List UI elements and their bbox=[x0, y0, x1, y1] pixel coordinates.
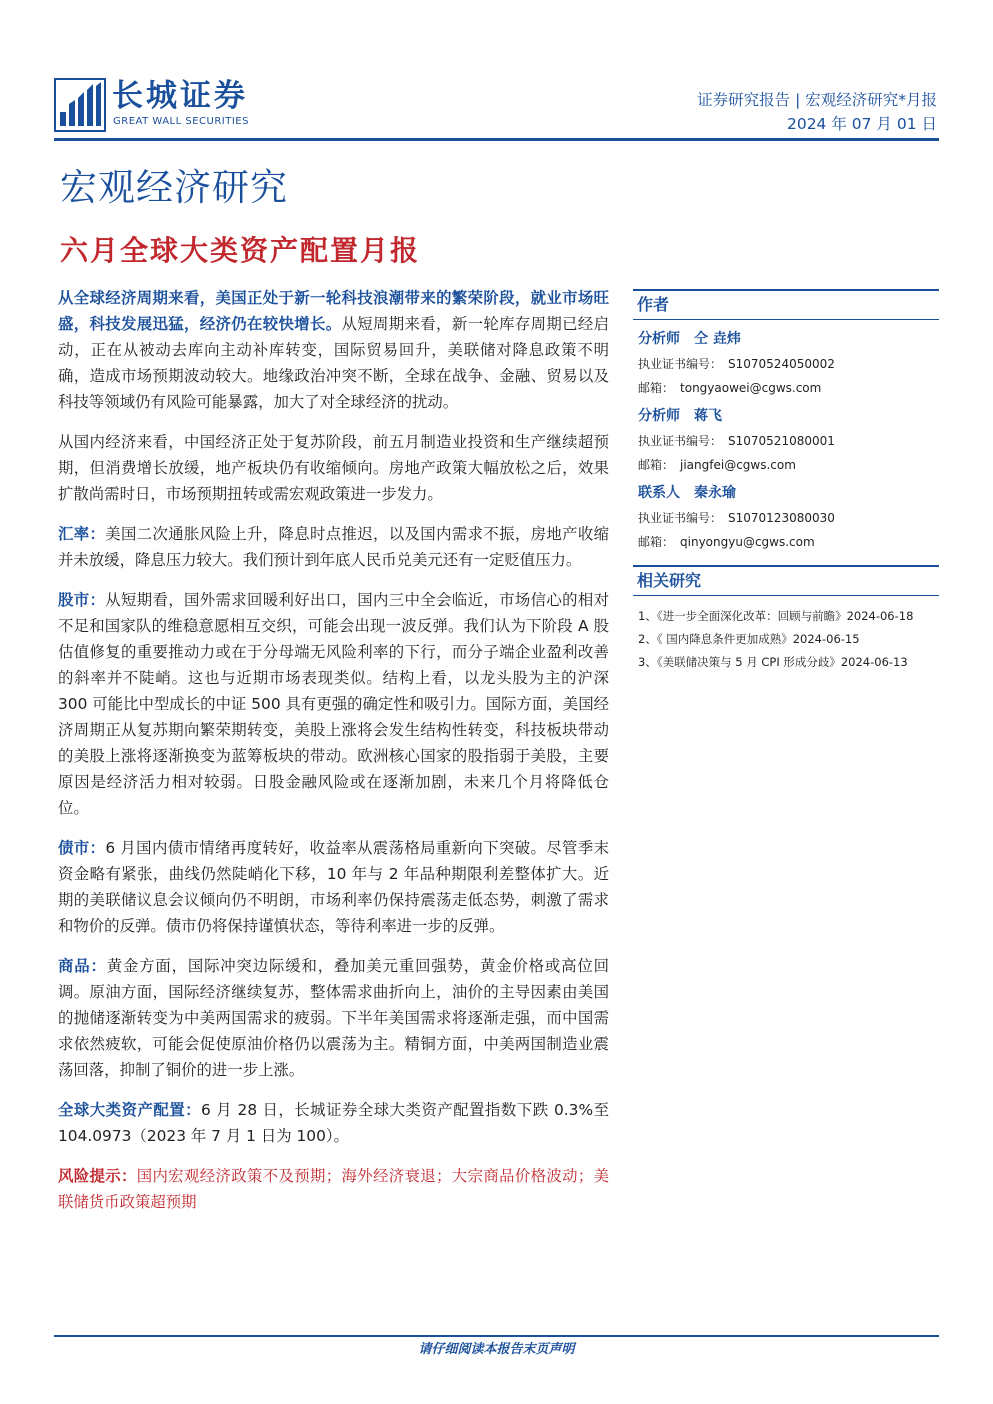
global-summary-bold: 从全球经济周期来看，美国正处于新一轮科技浪潮带来的繁荣阶段，就业市场旺盛，科技发展迅猛，经济仍在较快增长。 bbox=[58, 289, 609, 333]
paragraph-commodity bbox=[58, 953, 609, 1083]
analyst-role: 分析师 bbox=[638, 408, 680, 424]
analyst-name-row bbox=[638, 329, 939, 349]
section-title: 宏观经济研究 bbox=[60, 166, 288, 209]
related-item[interactable]: 2、《 国内降息条件更加成熟》2024-06-15 bbox=[638, 632, 860, 646]
paragraph-fx bbox=[58, 521, 609, 573]
related-heading: 相关研究 bbox=[633, 565, 939, 596]
cert-label: 执业证书编号： bbox=[638, 434, 723, 448]
authors-heading: 作者 bbox=[633, 289, 939, 320]
analyst-email-row bbox=[638, 379, 939, 397]
analyst-cert-row bbox=[638, 355, 939, 373]
paragraph-equity bbox=[58, 587, 609, 821]
email-link[interactable]: qinyongyu@cgws.com bbox=[680, 535, 815, 549]
email-label: 邮箱： bbox=[638, 458, 675, 472]
email-label: 邮箱： bbox=[638, 381, 675, 395]
bond-label: 债市： bbox=[58, 839, 106, 857]
related-item[interactable]: 1、《进一步全面深化改革：回顾与前瞻》2024-06-18 bbox=[638, 609, 914, 623]
allocation-label: 全球大类资产配置： bbox=[58, 1101, 202, 1119]
cert-number: S1070524050002 bbox=[728, 357, 835, 371]
analyst-cert-row bbox=[638, 509, 939, 527]
bond-text: 6 月国内债市情绪再度转好，收益率从震荡格局重新向下突破。尽管季末资金略有紧张，曲线仍然陡峭化下移，10 年与 2 年品种期限利差整体扩大。近期的美联储议息会议倾向仍不明朗，市场利率仍保持震荡走低态势，刺激了需求和物价的反弹。债市仍将保持谨慎状态，等待利率进一步的反弹。 bbox=[58, 839, 609, 935]
paragraph-bond bbox=[58, 835, 609, 939]
analyst-card bbox=[633, 406, 939, 474]
logo-text-cn: 长城证券 bbox=[112, 78, 248, 114]
cert-number: S1070123080030 bbox=[728, 511, 835, 525]
analyst-name-row bbox=[638, 483, 939, 503]
analyst-email-row bbox=[638, 456, 939, 474]
footer-divider bbox=[54, 1335, 939, 1337]
commodity-text: 黄金方面，国际冲突边际缓和，叠加美元重回强势，黄金价格或高位回调。原油方面，国际经济继续复苏，整体需求曲折向上，油价的主导因素由美国的抛储逐渐转变为中美两国需求的疲弱。下半年美国需求将逐渐走强，而中国需求依然疲软，可能会促使原油价格仍以震荡为主。精铜方面，中美两国制造业震荡回落，抑制了铜价的进一步上涨。 bbox=[58, 957, 609, 1079]
analyst-role: 联系人 bbox=[638, 485, 680, 501]
analyst-role: 分析师 bbox=[638, 331, 680, 347]
analyst-email-row bbox=[638, 533, 939, 551]
analyst-card bbox=[633, 329, 939, 397]
main-content bbox=[58, 285, 609, 1229]
risk-text: 国内宏观经济政策不及预期；海外经济衰退；大宗商品价格波动；美联储货币政策超预期 bbox=[58, 1167, 609, 1211]
allocation-text: 6 月 28 日，长城证券全球大类资产配置指数下跌 0.3%至 104.0973（2023 年 7 月 1 日为 100）。 bbox=[58, 1101, 609, 1145]
paragraph-allocation bbox=[58, 1097, 609, 1149]
analyst-name: 蒋飞 bbox=[694, 408, 722, 424]
paragraph-domestic: 从国内经济来看，中国经济正处于复苏阶段，前五月制造业投资和生产继续超预期，但消费增长放缓，地产板块仍有收缩倾向。房地产政策大幅放松之后，效果扩散尚需时日，市场预期扭转或需宏观政策进一步发力。 bbox=[58, 433, 609, 503]
analyst-cert-row bbox=[638, 432, 939, 450]
related-list bbox=[633, 606, 939, 672]
logo-text-en: GREAT WALL SECURITIES bbox=[113, 116, 249, 127]
commodity-label: 商品： bbox=[58, 957, 107, 975]
footer-disclaimer: 请仔细阅读本报告末页声明 bbox=[418, 1342, 575, 1357]
global-summary-text: 从短周期来看，新一轮库存周期已经启动，正在从被动去库向主动补库转变，国际贸易回升，美联储对降息政策不明确，造成市场预期波动较大。地缘政治冲突不断，全球在战争、金融、贸易以及科技等领域仍有风险可能暴露，加大了对全球经济的扰动。 bbox=[58, 315, 609, 411]
report-date: 2024 年 07 月 01 日 bbox=[786, 115, 937, 133]
email-link[interactable]: tongyaowei@cgws.com bbox=[680, 381, 822, 395]
cert-label: 执业证书编号： bbox=[638, 357, 723, 371]
analyst-name: 秦永瑜 bbox=[694, 485, 736, 501]
cert-number: S1070521080001 bbox=[728, 434, 835, 448]
equity-text: 从短期看，国外需求回暖利好出口，国内三中全会临近，市场信心的相对不足和国家队的维稳意愿相互交织，可能会出现一波反弹。我们认为下阶段 A 股估值修复的重要推动力或在于分母端无风险利率的下行，而分子端企业盈利改善的斜率并不陡峭。这也与近期市场表现类似。结构上看，以龙头股为主的沪深 300 可能比中型成长的中证 500 具有更强的确定性和吸引力。国际方面，美国经济周期正从复苏期向繁荣期转变，美股上涨将会发生结构性转变，科技板块带动的美股上涨将逐渐换变为蓝筹板块的带动。欧洲核心国家的股指弱于美股，主要原因是经济活力相对较弱。日股金融风险或在逐渐加剧，未来几个月将降低仓位。 bbox=[58, 591, 609, 817]
risk-label: 风险提示： bbox=[58, 1167, 137, 1185]
paragraph-risk bbox=[58, 1163, 609, 1215]
related-item[interactable]: 3、《美联储决策与 5 月 CPI 形成分歧》2024-06-13 bbox=[638, 655, 908, 669]
analyst-card bbox=[633, 483, 939, 551]
great-wall-logo-icon bbox=[54, 78, 106, 132]
cert-label: 执业证书编号： bbox=[638, 511, 723, 525]
paragraph-global bbox=[58, 285, 609, 415]
header-divider bbox=[54, 138, 939, 141]
equity-label: 股市： bbox=[58, 591, 106, 609]
report-type: 证券研究报告 | 宏观经济研究*月报 bbox=[697, 91, 937, 109]
email-link[interactable]: jiangfei@cgws.com bbox=[680, 458, 796, 472]
email-label: 邮箱： bbox=[638, 535, 675, 549]
report-title: 六月全球大类资产配置月报 bbox=[60, 234, 421, 267]
analyst-name: 仝 垚炜 bbox=[694, 331, 741, 347]
sidebar bbox=[633, 289, 939, 675]
fx-text: 美国二次通胀风险上升，降息时点推迟，以及国内需求不振，房地产收缩并未放缓，降息压力较大。我们预计到年底人民币兑美元还有一定贬值压力。 bbox=[58, 525, 609, 569]
fx-label: 汇率： bbox=[58, 525, 106, 543]
analyst-name-row bbox=[638, 406, 939, 426]
header-meta bbox=[697, 88, 937, 136]
